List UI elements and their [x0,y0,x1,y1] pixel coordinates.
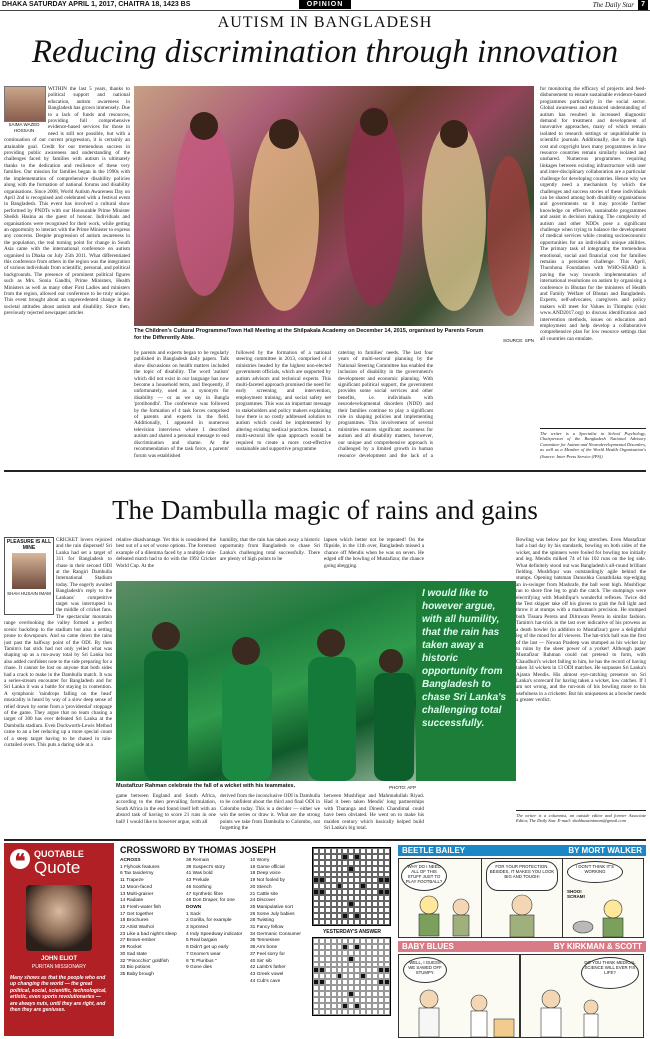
clue: 28 Twisting [250,918,274,924]
article2-col3b: derived from the inconclusive ODI in Dambulla to be confident about the third and final ODI in Colombo today. This is a decider — either we win the series or draw it. What are the strong points we take from Dambulla to Colombo, not forgetting the [220,793,320,832]
down-label: DOWN [186,904,202,910]
page-number: 7 [638,0,648,10]
article2-col2b: game between England and South Africa, according to the then prevailing formulation, South Africa in the end found itself left with an absurd task of having to score 21 runs in one ball! I would like to however argue, with all [116,793,216,825]
clue: 5 Real bargain [186,938,218,944]
clue: 36 Arm bone [250,945,278,951]
clue: 18 Deep voice [250,871,281,877]
grid-cell [384,1009,390,1015]
article1-col5: for monitoring the efficacy of projects and feed-disbursement to ensure sustainable evidence-based programmes particularly in the social sector. Global awareness and enhanced understanding of autism has resulted in increased diagnostic demand for treatment and development of innovative approaches, many of which remain isolated to research settings or unpublishable in scientific journals. Additionally, due to the high cost and copyright laws many programmes in low resource countries remain similarly isolated and unshared. Numerous programmes requiring linkages between existing infrastructure with user and inter-disciplinary collaboration are a particular challenge for developing countries. Hence why we urgently need a mechanism by which the challenges and success stories of these individuals can be shared among both disability organisations and governments so it may provide further knowledge on effective, sustainable programmes and assist in decision making. The complexity of autism and other NDDs pose a significant challenge when trying to balance the development of medical services while creating socioeconomic opportunities for an individual's unique abilities. The primary task of integrating the tremendous emotional, social and financial cost for families remains a persistent challenge. This April, Thurshona Foundation with WHO-SEARO is paving the way towards implementation of international resolutions on autism by organising a conference in Bhutan for the ministers of Health and Family Welfare of Bhutan and Bangladesh. Experts, self-advocates, caregivers and policy makers will meet for Values in Thimphu (visit www.AND2017.org) to discuss identification and intervention methods, issues on education and employment and help develop a collaborative comprehensive plan for low resource settings that all countries can emulate. [540,86,646,342]
clue: 43 Greek vowel [250,971,284,977]
clue: 27 Brown-ember [120,938,156,944]
beetle-panel-1 [398,858,482,938]
beetle-figure-image [482,893,562,937]
clue: 13 Multi-grainer [120,891,154,897]
article2-photo-source: PHOTO: AFP [389,785,416,790]
clue: 2 Gorilla, for example [186,918,232,924]
clue: 17 Get together [120,911,154,917]
beetle-figure-image [399,893,481,937]
clue: 43 Prelude [186,878,210,884]
masthead: The Daily Star [592,1,634,9]
clue: 35 Tennessee [250,938,280,944]
article1-col2: by parents and experts began to be regularly published in Bangladesh daily papers. Talk show discussions on health matters included the topic of disability. The word 'autism' which did not exist in our language has now become a household term, and frequently, if unfortunately, used as a synonym for disability — or as we say in Bangla 'protibondhi'. The conference was followed by the formation of 4 task forces comprised of parents and experts in the field. Additionally, I appeared in numerous television interviews where I described autism and shared a personal message to end discrimination and shame. At the recommendation of the task force, a parents' forum was established [134,350,229,458]
clue: 42 Lamb's father [250,965,286,971]
clue: 38 Remain [186,858,210,863]
clue: 21 Cattle site [250,891,278,897]
clue: 37 Feel sorry for [250,951,285,957]
clue: 14 Radiate [120,898,144,904]
baby-blues-author: BY KIRKMAN & SCOTT [553,942,642,951]
clue: 30 Sad state [120,951,147,957]
article2-photo-caption: Mustafizur Rahman celebrate the fall of a wicket with his teammates. [116,783,296,789]
article2-col4: lapsen which better not be repeated! On the flipside, in the 11th over, Bangladesh missed a chance off Mendis when he was on seven. He edged off the bowling of Mustafizur, the chance going abegging. [324,537,424,569]
clue: 23 Like a bad night's sleep [120,931,177,937]
grid-cell [384,919,390,925]
clue: 34 Germanic Consumer [250,931,301,937]
beetle-bailey-bar [398,845,646,856]
clue: 19 Not fooled by [250,878,285,884]
across-label: ACROSS [120,858,141,863]
speech-bubble: WELL, I GUESS WE SAWED OFF STUMPY. [403,957,447,983]
cricketers-image [116,581,416,781]
quotable-title-small: QUOTABLE [34,849,84,859]
clue: 9 Gone dies [186,965,212,971]
clue: 39 Suspect's story [186,864,226,870]
article1-bio: The writer is a Specialist in School Psychology, Chairperson of the Bangladesh National Advisory Committee for Autism and Neurodevelopmental Disorders, as well as a Member of the World Health Organisation's [540,431,646,453]
article2-col1: CRICKET lovers rejoiced and the rain dispersed! Sri Lanka had set a target of 311 for Bangladesh to chase in their second ODI at the Rangiri Dambulla International Stadium today. The eagerly awaited Bangladesh's reply to the Lankans' competitive target was interrupted in the middle of cricket fans. The spectacular mountain range overlooking the valley formed a perfect scenic backdrop to the stadium but also a setting prone to downpours. And so came down the rains just past the halfway point of the ODI. By then Tamim's bat stick had not only yelled what was shaping up as a run-away total by Sri Lanka but also added confident note to the side preparing for a chase. It cannot be lost on anyone that both sides had a crack to make in the Dambulla match. It was a series-stream encounter for Bangladesh and for Sri Lanka it was a battle for staying in contention. A symphonic 'raindrops falling on the head' musicality is heard by way of a slow deep sense of relief drawn by some from a 'providential' stoppage of the game. They argue that no team chasing a target of 300 has ever defeated Sri Lanka at the Dambulla stadium. Even Duckworth-Lewis Method came to an a bet reducing up a more special count of a steep target having to be chased in rain-curtailed overs. This puts a daring side at a [4,537,112,748]
baby-blues-panel-1 [398,954,520,1038]
clue: 32 "Pinocchio" goldfish [120,958,169,964]
clue: 20 Stench [250,884,272,890]
article2-photo [116,581,416,781]
top-bar [0,0,650,11]
clue: 29 Rocket [120,945,142,951]
speech-bubble: DO YOU THINK MEDICAL SCIENCE WILL EVER FIX LIFE? [581,957,639,989]
answer-label: YESTERDAY'S ANSWER [322,929,382,935]
crossword-col3 [250,858,308,985]
clue: 26 Some July babies [250,911,295,917]
article2-headline: The Dambulla magic of rains and gains [112,495,538,525]
quotable-title-big: Quote [34,858,81,877]
article1-col3: followed by the formation of a national steering committee in 2013, comprised of 4 ministries headed by the highest non-elected government officials, which are supported by autism advisors and technical experts. This multi-faceted approach promised the need for early screening and intervention, employment training, and social safety net programmes. This was an important message to stakeholders and policy makers explaining how there is no costly addressed solution to autism which could be implemented by altering existing medical practices. Instead, a multi-sectoral life span approach would be required to create a more cost-effective sustainable and supportive programme [236,350,331,453]
section-label: OPINION [299,0,352,9]
article1-col4: catering to families' needs. The last four years of multi-sectoral planning by the National Steering Committee has enabled the inclusion of disability in the government's development and economic planning. With significant political support, the government provides some social services and other benefits, i.e. individuals with neurodevelopmental disorders (NDD) and their families continue to play a significant role in shaping policies and implementing programmes. This involvement of several ministries ensures significant awareness for autism and all disability matters, however, our unique and comprehensive approach is challenged by a limited growth in human resource development and the lack of a [338,350,433,458]
quote-icon: ❝ [10,849,30,869]
quote-person-sub: PURITAN MISSIONARY [31,964,87,970]
article1-photo [134,86,534,326]
clue: 4 Indy Speedway indicator [186,931,243,937]
article2-col4b: between Mushfiqur and Mahmudullah Riyad. Had it been taken Mendis' long partnerships with Tharanga and Dinesh Chandimal could have been obviated. He went on to make his maiden century which basically helped build Sri Lanka's big total. [324,793,424,832]
crossword-grid [312,847,391,926]
clue: 8 "E Pluribus " [186,958,217,964]
portrait-image [26,885,92,951]
dateline: DHAKA SATURDAY APRIL 1, 2017, CHAITRA 18, 1423 BS [2,1,191,8]
clue: 44 Cub's cave [250,978,281,984]
pull-quote: I would like to however argue, with all humility, that the rain has taken away a historic opportunity from Bangladesh to chase Sri Lanka's challenging total successfully. [416,581,516,781]
crossword-col2 [186,858,246,972]
clue: 6 Tax taxidermy [120,871,154,877]
clue: 18 Brochures [120,918,149,924]
article1-kicker: AUTISM IN BANGLADESH [217,14,433,31]
column-label: PLEASURE IS ALL MINE [6,539,52,551]
clue: 11 Trapeze [120,878,144,884]
article1-headline: Reducing discrimination through innovation [31,34,619,70]
clue: 48 Don Draper, for one [186,898,235,904]
clue: 40 Sis' sib [250,958,272,964]
article1-col1: WITHIN the last 5 years, thanks to political support and national education, autism awareness in Bangladesh has grown immensely. Due to a lack of funds and resources, providing full comprehensive evidence-based services for those in need is still not possible, but with a continuation of our current progression, it is certainly an attainable goal. Credit for our tremendous success in providing public awareness and understanding of the challenges faced by families with autism is ultimately thanks to the dedication and resilience of these very families. Our mission for families began in the 1990s with the implementation of comprehensive disability policies along with the formation of national forums and disability organisations. Since 2008, World Autism Awareness Day on April 2nd is recognised and celebrated with a festival event in Bangladesh. This event has involved a cultural show performed by PNDTs with our Honourable Prime Minister Sheikh Hasina as the guest of honour. Individuals and organisations were recognised for their work, while getting an opportunity to interact with the Prime Minister to express any concerns. Despite progression of autism awareness in the population, the real turning point for change in South Asia came with the international conference on autism organised in Dhaka on July 25th 2011. What differentiated this conference from others in the region was the integration of various individuals from scientific, personal, and political backgrounds. The presence of prominent political figures such as Mrs. Sonia Gandhi, Prime Ministers, Health Ministers as well as many other First Ladies and ministers from the region, allowed our conference to be truly unique. This event brought about an unprecedented change in the societal attitudes about autism and disability. Since then, previously rejected newspaper articles [4,86,130,317]
beetle-panel-3 [562,858,644,938]
article2-col5: Bowling was below par for long stretches. Even Mustafizur had a bad day by his standards, bowling on both sides of the wicket, and the spinners were fooled for bowling too initially and leg. Mendis milked 74 of his 102 runs on the leg side. What definitely stood out was Bangladesh's all-round brilliant fielding. Mushfiqur was outstandingly agile behind the stumps. Opening batsman Danushka Gunathilaka top-edging an in-swinger from Mashrafe, the ball went high. Mushfiqur ran to shore fine leg to grab the catch. The stumpings were electrifying with Mushfiqur's wonderful reflexes. Twice did the Test skipper take off his gloves to grab the full light and throw it at stumps with a marksman's precision. He stumped both Tissara Perera and Dilruwan Perera in similar fashion. Tamim's hat-trick in the last over indicative of his prowess as a death bowler (in addition to Mustafizur) gave a delightful leg of the mood for all viewers. The hat-trick ball was the first of the last — Nuwan Pradeep was stumped as his wicket lay to ruins by the sheer power of a yorker! Although paper Mustafizur Rahman could not pretend to form, with Chaudhuri's wicket falling to him, he has the record of having taken 34 wickets in 13 ODI matches. He surpasses Sri Lanka's Ajanta Mendis. His almost eye-catching presence on Sri Lanka's scorecard for having taken a wicket, low catches. If I am not wrong, and the run-outs of his bowling more to his usefulness in a cricketer. But his uniqueness as a bowler needs a greater verdict. [516,537,646,704]
article2-col3: humility, that the rain has taken away a historic opportunity from Bangladesh to chase Sri Lanka's challenging total successfully. There are plenty of high points to be [220,537,320,563]
author-name: SAIMA WAZED HOSSAIN [8,122,40,133]
clue: 15 Fresh-water fish [120,904,162,910]
clue: 41 Was bold [186,871,213,877]
clue: 10 Worry [250,858,270,863]
beetle-panel-2 [481,858,563,938]
article2-bio: The writer is a columnist, an outside editor and former Associate Editor, The Daily Star. E-mail: shahhusainimam@gmail.com [516,813,646,824]
speech-bubble: WHY DO I NEED ALL OF THIS STUFF JUST TO PLAY FOOTBALL? [401,861,447,891]
clue: 31 Fancy fellow [250,925,284,931]
clue: 1 Sack [186,911,201,917]
clue: 3 Sprinted [186,925,208,931]
clue: 16 Game official [250,864,285,870]
baby-blues-title: BABY BLUES [402,942,454,951]
speech-bubble: I DON'T THINK IT'S WORKING [567,861,623,883]
quotable-quote-box [4,843,114,1036]
baby-blues-figures-image [521,985,643,1037]
speech-bubble: FOR YOUR PROTECTION. BESIDES, IT MAKES YOU LOOK BIG AND TOUGH! [486,861,558,891]
crossword-across-col [120,858,182,979]
clue: 7 Gnome's wear [186,951,221,957]
clue: 47 Synthetic fibre [186,891,224,897]
article2-col2: relative disadvantage. Yet this is considered the best out of a set of worse options. The foremost example of a dilemma faced by a multiple rain-defeated match had to do with the 1992 Cricket World Cup. At the [116,537,216,569]
clue: 12 Moon-faced [120,884,152,890]
clue: 1 Flyhook features [120,864,160,870]
clue: 33 Bio potions [120,965,151,971]
clue: 24 Discover [250,898,276,904]
sfx-text: SHOO! SCRAM! [567,889,585,899]
quote-text: Many shows as that the people who end up changing the world — the great political, social, scientific, technological, artistic, even sports revolutionaries — are always nuts, until they are right, and then they are geniuses. [10,975,107,1014]
beetle-bailey-title: BEETLE BAILEY [402,846,466,855]
crossword-title: CROSSWORD BY THOMAS JOSEPH [120,845,276,855]
baby-blues-bar [398,941,646,952]
columnist-name: SHAH HUSAIN IMAM [7,591,51,596]
beetle-figure-image [563,899,643,937]
clue: 22 Artist Warhol [120,925,154,931]
article1-bio-source: (Source: Inter Press Service (IPS)) [540,454,603,459]
article1-photo-source: SOURCE: SPN [502,338,534,343]
clue: 46 Soothing [186,884,212,890]
baby-blues-panel-2 [520,954,644,1038]
clue: 35 Baby brough [120,971,154,977]
clue: 25 Manipulative sort [250,904,293,910]
performers-image [134,86,534,326]
baby-blues-figures-image [399,985,519,1037]
article1-photo-caption: The Children's Cultural Programme/Town Hall Meeting at the Shilpakala Academy on December 14, 2015, organised by Parents Forum for the Differently Able. [134,328,484,341]
beetle-bailey-author: BY MORT WALKER [568,846,642,855]
answer-grid [312,937,391,1016]
clue: 6 Didn't get up early [186,945,229,951]
quote-person: JOHN ELIOT [40,956,77,962]
